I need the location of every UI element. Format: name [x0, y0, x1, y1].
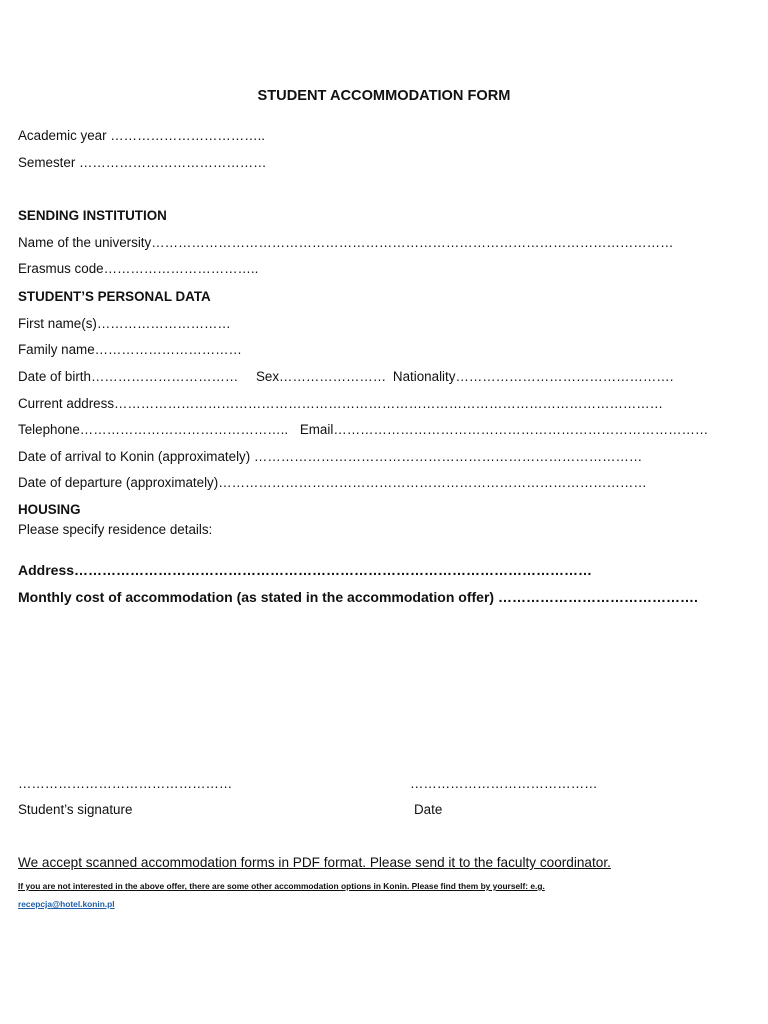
- academic-year-field[interactable]: Academic year ……………………………..: [18, 128, 266, 143]
- signature-label: Student’s signature: [18, 802, 133, 817]
- pdf-notice: We accept scanned accommodation forms in PDF format. Please send it to the faculty coordinator.: [18, 855, 611, 870]
- personal-data-heading: STUDENT’S PERSONAL DATA: [18, 289, 211, 304]
- nationality-field[interactable]: Nationality………………………………………….: [392, 369, 674, 384]
- email-field[interactable]: Email…………………………………………………………………………: [299, 422, 709, 437]
- form-title: STUDENT ACCOMMODATION FORM: [257, 88, 511, 104]
- sex-field[interactable]: Sex……………………: [255, 369, 387, 384]
- arrival-date-field[interactable]: Date of arrival to Konin (approximately) ……………………………………………………………………………: [18, 449, 643, 464]
- date-label: Date: [414, 802, 443, 817]
- semester-field[interactable]: Semester ……………………………………: [18, 155, 267, 170]
- telephone-field[interactable]: Telephone………………………………………..: [18, 422, 289, 437]
- birth-sex-nationality-row: [18, 369, 673, 385]
- monthly-cost-field[interactable]: Monthly cost of accommodation (as stated in the accommodation offer) …………………………………….: [18, 589, 698, 605]
- other-options-note: If you are not interested in the above offer, there are some other accommodation options in Konin. Please find them by yourself: e.g.: [18, 881, 545, 891]
- family-name-field[interactable]: Family name……………………………: [18, 342, 242, 357]
- telephone-email-row: [18, 422, 708, 438]
- departure-date-field[interactable]: Date of departure (approximately)……………………………………………………………………………………: [18, 475, 647, 490]
- erasmus-code-field[interactable]: Erasmus code……………………………..: [18, 261, 259, 276]
- residence-prompt: Please specify residence details:: [18, 522, 213, 537]
- date-of-birth-field[interactable]: Date of birth……………………………: [18, 369, 239, 384]
- signature-line[interactable]: …………………………………………: [18, 776, 233, 791]
- date-line[interactable]: ……………………………………: [410, 776, 598, 791]
- hotel-email-link[interactable]: recepcja@hotel.konin.pl: [18, 899, 115, 909]
- current-address-field[interactable]: Current address……………………………………………………………………………………………………………: [18, 396, 664, 411]
- first-name-field[interactable]: First name(s)…………………………: [18, 316, 231, 331]
- university-name-field[interactable]: Name of the university………………………………………………………………………………………………………: [18, 235, 674, 250]
- sending-institution-heading: SENDING INSTITUTION: [18, 208, 167, 223]
- housing-heading: HOUSING: [18, 502, 81, 517]
- address-field[interactable]: Address…………………………………………………………………………………………………: [18, 562, 593, 578]
